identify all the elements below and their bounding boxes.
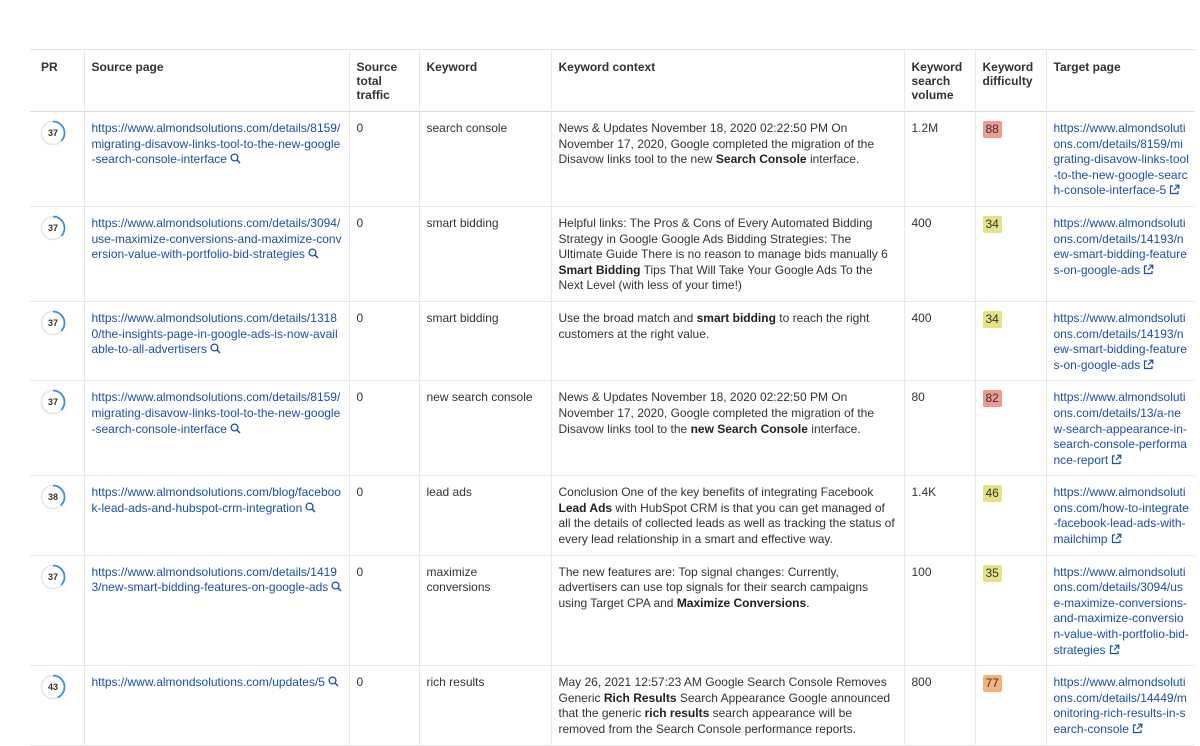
context-text: with HubSpot CRM is that you can get managed of all the details of collected leads as well as tracking the status of every lead relationship in a smart and effective way. — [558, 500, 895, 547]
source-page-cell — [84, 476, 349, 555]
context-text: The new features are: Top signal changes: Currently, advertisers can use top signals for their search campaigns using Target CPA and — [558, 564, 868, 610]
target-page-cell — [1046, 206, 1195, 301]
external-link-icon[interactable] — [1111, 533, 1122, 544]
source-page-link[interactable]: https://www.almondsolutions.com/details/8159/migrating-disavow-links-tool-to-the-new-google-search-console-interface — [91, 390, 341, 436]
context-text: interface. — [806, 152, 860, 167]
pr-badge — [40, 484, 66, 510]
source-traffic-cell: 0 — [349, 555, 419, 666]
target-page-link[interactable]: https://www.almondsolutions.com/how-to-integrate-facebook-lead-ads-with-mailchimp — [1053, 485, 1189, 547]
source-page-link[interactable]: https://www.almondsolutions.com/details/3094/use-maximize-conversions-and-maximize-conversion-value-with-portfolio-bid-strategies — [91, 215, 342, 262]
keyword-context-cell — [551, 476, 904, 555]
search-volume-cell: 800 — [904, 666, 975, 745]
keyword-difficulty-cell — [975, 666, 1046, 745]
internal-links-table — [30, 49, 1195, 746]
difficulty-badge: 34 — [983, 311, 1002, 328]
external-link-icon[interactable] — [1143, 359, 1154, 370]
difficulty-badge: 82 — [983, 390, 1002, 407]
difficulty-badge: 88 — [983, 121, 1002, 138]
pr-badge — [40, 564, 66, 590]
target-page-cell — [1046, 666, 1195, 745]
source-page-cell — [84, 206, 349, 301]
pr-value: 37 — [47, 571, 58, 582]
table-row — [30, 381, 1195, 476]
pr-value: 37 — [47, 128, 58, 138]
external-link-icon[interactable] — [1109, 644, 1120, 655]
context-text: . — [806, 595, 810, 610]
keyword-context-cell — [551, 206, 904, 301]
pr-value: 37 — [47, 397, 58, 408]
context-text: May 26, 2021 12:57:23 AM Google Search Console Removes Generic — [558, 675, 887, 705]
pr-badge — [40, 310, 66, 336]
header-keyword-difficulty[interactable]: Keyword difficulty — [975, 50, 1046, 112]
context-text: to reach the right customers at the right value. — [558, 310, 870, 341]
target-page-link[interactable]: https://www.almondsolutions.com/details/3094/use-maximize-conversions-and-maximize-conversion-value-with-portfolio-bid-strategies — [1053, 564, 1189, 657]
difficulty-badge: 77 — [983, 675, 1002, 692]
search-volume-cell: 100 — [904, 555, 975, 666]
target-page-link[interactable]: https://www.almondsolutions.com/details/8159/migrating-disavow-links-tool-to-the-new-google-search-console-interface-5 — [1053, 121, 1189, 198]
search-icon[interactable] — [230, 423, 241, 434]
target-page-cell — [1046, 476, 1195, 555]
keyword-cell: rich results — [419, 666, 551, 745]
search-volume-cell: 80 — [904, 381, 975, 476]
keyword-cell: lead ads — [419, 476, 551, 555]
pr-cell — [30, 476, 84, 555]
keyword-cell: search console — [419, 112, 551, 207]
pr-value: 37 — [47, 317, 58, 328]
search-icon[interactable] — [308, 248, 319, 259]
pr-value: 38 — [47, 492, 58, 503]
search-volume-cell: 400 — [904, 301, 975, 380]
target-page-cell — [1046, 555, 1195, 666]
target-page-link[interactable]: https://www.almondsolutions.com/details/13/a-new-search-appearance-in-search-console-performance-report — [1053, 390, 1187, 467]
pr-cell — [30, 206, 84, 301]
context-text: interface. — [807, 421, 861, 436]
source-traffic-cell: 0 — [349, 476, 419, 555]
pr-value: 43 — [47, 682, 58, 693]
pr-cell — [30, 666, 84, 745]
external-link-icon[interactable] — [1169, 184, 1180, 195]
keyword-context-cell — [551, 381, 904, 476]
keyword-context-cell — [551, 555, 904, 666]
header-keyword[interactable]: Keyword — [419, 50, 551, 112]
header-source-page[interactable]: Source page — [84, 50, 349, 112]
keyword-context-cell — [551, 666, 904, 745]
source-page-link[interactable]: https://www.almondsolutions.com/details/14193/new-smart-bidding-features-on-google-ads — [91, 564, 337, 595]
pr-cell — [30, 301, 84, 380]
pr-badge — [40, 120, 66, 146]
keyword-cell: maximize conversions — [419, 555, 551, 666]
search-icon[interactable] — [328, 676, 339, 687]
source-page-link[interactable]: https://www.almondsolutions.com/blog/facebook-lead-ads-and-hubspot-crm-integration — [91, 485, 341, 515]
source-page-cell — [84, 112, 349, 207]
table-row — [30, 206, 1195, 301]
pr-value: 37 — [47, 222, 58, 233]
pr-cell — [30, 381, 84, 476]
context-text: Helpful links: The Pros & Cons of Every Automated Bidding Strategy in Google Google Ads Bidding Strategies: The Ultimate Guide There is no reason to manage bids manually 6 — [558, 215, 888, 262]
pr-cell — [30, 555, 84, 666]
table-row — [30, 555, 1195, 666]
search-volume-cell: 1.4K — [904, 476, 975, 555]
target-page-link[interactable]: https://www.almondsolutions.com/details/14449/monitoring-rich-results-in-search-console — [1053, 675, 1187, 736]
keyword-highlight: Search Console — [715, 152, 807, 167]
keyword-highlight: Lead Ads — [558, 500, 613, 515]
context-text: News & Updates November 18, 2020 02:22:50 PM On November 17, 2020, Google completed the migration of the Disavow links tool to the new — [558, 121, 875, 167]
header-target-page[interactable]: Target page — [1053, 60, 1121, 74]
source-page-link[interactable]: https://www.almondsolutions.com/details/8159/migrating-disavow-links-tool-to-the-new-google-search-console-interface — [91, 121, 341, 167]
table-row — [30, 666, 1195, 745]
external-link-icon[interactable] — [1132, 723, 1143, 734]
backlinks-table-container — [30, 49, 1189, 736]
pr-badge — [40, 389, 66, 415]
external-link-icon[interactable] — [1143, 264, 1154, 275]
external-link-icon[interactable] — [1111, 454, 1122, 465]
search-icon[interactable] — [331, 581, 342, 592]
context-text: Tips That Will Take Your Google Ads To the Next Level (with less of your time!) — [558, 262, 873, 293]
difficulty-badge: 46 — [983, 485, 1002, 502]
keyword-difficulty-cell — [975, 476, 1046, 555]
source-traffic-cell: 0 — [349, 666, 419, 745]
target-page-link[interactable]: https://www.almondsolutions.com/details/14193/new-smart-bidding-features-on-google-ads — [1053, 215, 1187, 277]
search-icon[interactable] — [305, 502, 316, 513]
keyword-difficulty-cell — [975, 112, 1046, 207]
keyword-highlight: rich results — [644, 706, 710, 721]
header-keyword-context[interactable]: Keyword context — [551, 50, 904, 112]
table-row — [30, 476, 1195, 555]
table-row — [30, 301, 1195, 380]
keyword-cell: smart bidding — [419, 206, 551, 301]
source-page-cell — [84, 381, 349, 476]
keyword-context-cell — [551, 112, 904, 207]
search-icon[interactable] — [230, 153, 241, 164]
keyword-difficulty-cell — [975, 301, 1046, 380]
keyword-difficulty-cell — [975, 555, 1046, 666]
context-text: Conclusion One of the key benefits of integrating Facebook — [558, 485, 874, 500]
keyword-difficulty-cell — [975, 206, 1046, 301]
source-page-cell — [84, 301, 349, 380]
keyword-cell: new search console — [419, 381, 551, 476]
source-page-cell — [84, 666, 349, 745]
keyword-cell: smart bidding — [419, 301, 551, 380]
context-text: search appearance will be removed from the Search Console performance reports. — [558, 706, 856, 736]
target-page-cell — [1046, 112, 1195, 207]
source-traffic-cell: 0 — [349, 112, 419, 207]
table-header-row — [30, 50, 1195, 112]
source-traffic-cell: 0 — [349, 381, 419, 476]
difficulty-badge: 35 — [983, 565, 1002, 582]
context-text: News & Updates November 18, 2020 02:22:50 PM On November 17, 2020, Google completed the migration of the Disavow links tool to the — [558, 390, 875, 436]
difficulty-badge: 34 — [983, 216, 1002, 233]
keyword-highlight: smart bidding — [696, 310, 776, 325]
table-row — [30, 112, 1195, 207]
keyword-highlight: Rich Results — [603, 690, 677, 705]
keyword-difficulty-cell — [975, 381, 1046, 476]
target-page-cell — [1046, 381, 1195, 476]
pr-badge — [40, 215, 66, 241]
pr-cell — [30, 112, 84, 207]
search-icon[interactable] — [210, 343, 221, 354]
source-page-link[interactable]: https://www.almondsolutions.com/details/13180/the-insights-page-in-google-ads-is-now-available-to-all-advertisers — [91, 310, 338, 357]
header-source-traffic[interactable]: Source total traffic — [349, 50, 419, 112]
header-search-volume[interactable]: Keyword search volume — [904, 50, 975, 112]
source-page-cell — [84, 555, 349, 666]
context-text: Search Appearance Google announced that the generic — [558, 690, 891, 721]
pr-badge — [40, 674, 66, 700]
context-text: Use the broad match and — [558, 310, 697, 325]
search-volume-cell: 400 — [904, 206, 975, 301]
target-page-cell — [1046, 301, 1195, 380]
keyword-highlight: new Search Console — [690, 421, 808, 436]
keyword-highlight: Maximize Conversions — [676, 595, 807, 610]
source-traffic-cell: 0 — [349, 206, 419, 301]
source-traffic-cell: 0 — [349, 301, 419, 380]
target-page-link[interactable]: https://www.almondsolutions.com/details/14193/new-smart-bidding-features-on-google-ads — [1053, 310, 1187, 372]
keyword-context-cell — [551, 301, 904, 380]
header-pr[interactable]: PR — [30, 50, 84, 112]
source-page-link[interactable]: https://www.almondsolutions.com/updates/5 — [91, 675, 325, 690]
search-volume-cell: 1.2M — [904, 112, 975, 207]
keyword-highlight: Smart Bidding — [558, 262, 641, 277]
